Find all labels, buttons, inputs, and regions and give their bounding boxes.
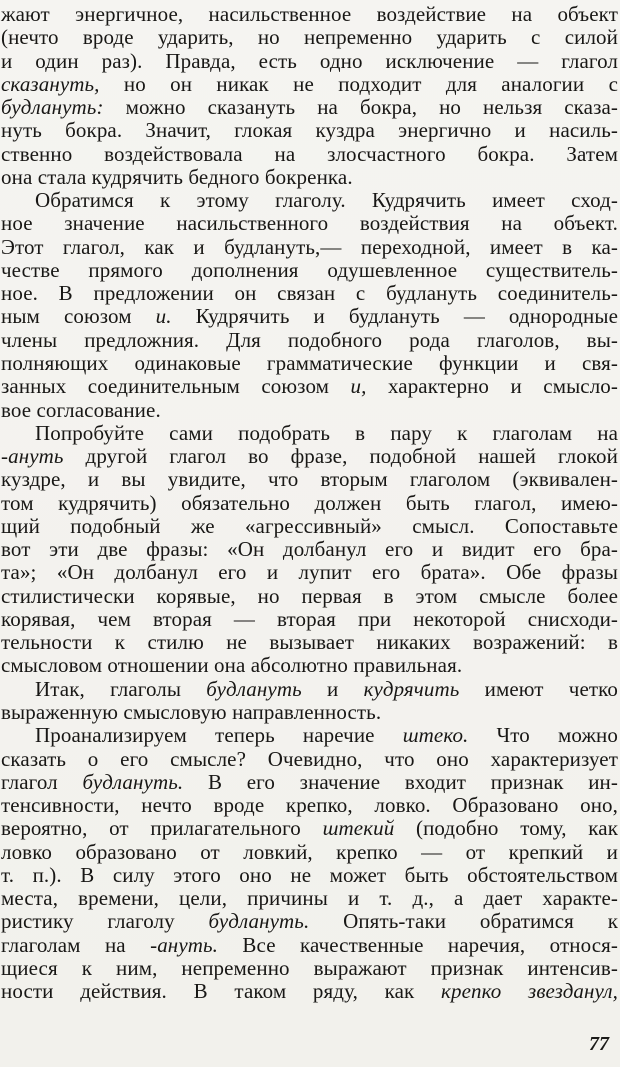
body-text-segment: ристику глаголу [1, 909, 209, 934]
body-line [1, 654, 618, 677]
page-number: 77 [589, 1033, 609, 1055]
body-line [1, 631, 618, 654]
body-text-segment: вот эти две фразы: «Он долбанул его и видит его бра- [1, 537, 618, 562]
body-text-segment: занных соединительным союзом [1, 374, 351, 399]
body-text-segment: члены предложния. Для подобного рода глаголов, вы- [1, 327, 618, 352]
body-line [1, 445, 618, 468]
body-text-segment: полняющих одинаковые грамматические функции и свя- [1, 350, 618, 375]
body-line [1, 305, 618, 328]
body-text-segment: т. п.). В силу этого оно не может быть обстоятельством [1, 862, 618, 887]
italic-term: будлануть: [1, 95, 104, 120]
body-line [1, 701, 618, 724]
body-line [1, 166, 618, 189]
italic-term: и, [350, 374, 367, 399]
italic-term: -ануть. [150, 932, 219, 957]
body-text-segment: места, времени, цели, причины и т. д., а дает характе- [1, 886, 618, 911]
body-line [1, 282, 618, 305]
body-line [1, 26, 618, 49]
body-line [1, 492, 618, 515]
body-line [1, 724, 618, 747]
body-line [1, 887, 618, 910]
italic-term: штекий [322, 816, 395, 841]
body-text-segment: Этот глагол, как и будлануть,— переходной, имеет в ка- [1, 234, 618, 259]
body-text-segment: Опять-таки обратимся к [309, 909, 619, 934]
body-text-segment: честве прямого дополнения одушевленное существитель- [1, 257, 618, 282]
body-line [1, 748, 618, 771]
body-line [1, 212, 618, 235]
body-text-segment: глагол [1, 769, 83, 794]
body-line [1, 189, 618, 212]
italic-term: крепко звезданул, [441, 979, 618, 1004]
body-line [1, 678, 618, 701]
body-text-segment: сказать о его смысле? Очевидно, что оно характеризует [1, 746, 618, 771]
body-text-segment: ловко образовано от ловкий, крепко — от крепкий и [1, 839, 618, 864]
body-line [1, 399, 618, 422]
body-text-segment: она стала кудрячить бедного бокренка. [1, 164, 353, 189]
body-text-segment: стилистически корявые, но первая в этом смысле более [1, 583, 618, 608]
body-line [1, 957, 618, 980]
body-text-segment: другой глагол во фразе, подобной нашей глокой [63, 444, 618, 469]
body-line [1, 96, 618, 119]
body-line [1, 980, 618, 1003]
italic-term: и. [155, 304, 172, 329]
body-line [1, 608, 618, 631]
body-text-segment: смысловом отношении она абсолютно правильная. [1, 653, 463, 678]
body-line [1, 585, 618, 608]
body-text-segment: том кудрячить) обязательно должен быть глагол, имею- [1, 490, 618, 515]
body-text-segment: вероятно, от прилагательного [1, 816, 323, 841]
body-line [1, 538, 618, 561]
italic-term: штеко. [402, 723, 469, 748]
body-text-segment: Проанализируем теперь наречие [35, 723, 403, 748]
body-line [1, 794, 618, 817]
italic-term: кудрячить [363, 676, 460, 701]
body-text-segment: Кудрячить и будлануть — однородные [171, 304, 618, 329]
italic-term: -ануть [1, 444, 64, 469]
body-text-segment: щиеся к ним, непременно выражают признак интенсив- [1, 955, 618, 980]
body-line [1, 236, 618, 259]
body-text-segment: вое согласование. [1, 397, 161, 422]
body-text-segment: куздре, и вы увидите, что вторым глаголом (эквивален- [1, 467, 618, 492]
body-text-segment: Обратимся к этому глаголу. Кудрячить имеет сход- [35, 188, 618, 213]
body-line [1, 771, 618, 794]
body-text-segment: та»; «Он долбанул его и лупит его брата». Обе фразы [1, 560, 618, 585]
body-text-segment: В его значение входит признак ин- [183, 769, 618, 794]
body-line [1, 910, 618, 933]
body-text-segment: тельности к стилю не вызывает никаких возражений: в [1, 630, 618, 655]
body-line [1, 934, 618, 957]
body-text [1, 3, 618, 1003]
body-line [1, 864, 618, 887]
body-line [1, 259, 618, 282]
body-text-segment: корявая, чем вторая — вторая при некоторой снисходи- [1, 606, 618, 631]
body-text-segment: жают энергичное, насильственное воздействие на объект [1, 2, 618, 26]
body-text-segment: можно сказануть на бокра, но нельзя сказа- [103, 95, 618, 120]
body-text-segment: Что можно [468, 723, 618, 748]
body-line [1, 143, 618, 166]
body-text-segment: Итак, глаголы [35, 676, 207, 701]
body-text-segment: Все качественные наречия, относя- [218, 932, 618, 957]
body-text-segment: Попробуйте сами подобрать в пару к глаголам на [35, 420, 618, 445]
body-text-segment: (подобно тому, как [394, 816, 619, 841]
body-line [1, 119, 618, 142]
body-line [1, 375, 618, 398]
body-text-segment: выраженную смысловую направленность. [1, 699, 382, 724]
body-text-segment: нуть бокра. Значит, глокая куздра энергично и насиль- [1, 118, 618, 143]
body-text-segment: глаголам на [1, 932, 151, 957]
body-text-segment: ное. В предложении он связан с будлануть соединитель- [1, 281, 618, 306]
body-line [1, 468, 618, 491]
body-text-segment: (нечто вроде ударить, но непременно ударить с силой [1, 25, 618, 50]
body-line [1, 73, 618, 96]
body-text-segment: ным союзом [1, 304, 156, 329]
body-text-segment: тенсивности, нечто вроде крепко, ловко. Образовано оно, [1, 793, 618, 818]
body-text-segment: ное значение насильственного воздействия на объект. [1, 211, 618, 236]
body-text-segment: ности действия. В таком ряду, как [1, 979, 442, 1004]
body-line [1, 817, 618, 840]
body-line [1, 422, 618, 445]
body-line [1, 3, 618, 26]
italic-term: сказануть, [1, 71, 100, 96]
body-text-segment: ственно воздействовала на злосчастного бокра. Затем [1, 141, 618, 166]
body-text-segment: и [301, 676, 364, 701]
body-text-segment: имеют четко [459, 676, 618, 701]
body-text-segment: характерно и смысло- [366, 374, 618, 399]
body-text-segment: и один раз). Правда, есть одно исключение — глагол [1, 48, 618, 73]
body-line [1, 561, 618, 584]
body-line [1, 50, 618, 73]
body-line [1, 841, 618, 864]
body-text-segment: щий подобный же «агрессивный» смысл. Сопоставьте [1, 513, 618, 538]
body-line [1, 329, 618, 352]
italic-term: будлануть. [208, 909, 310, 934]
italic-term: будлануть. [82, 769, 184, 794]
body-line [1, 352, 618, 375]
body-line [1, 515, 618, 538]
body-text-segment: но он никак не подходит для аналогии с [99, 71, 618, 96]
italic-term: будлануть [206, 676, 302, 701]
